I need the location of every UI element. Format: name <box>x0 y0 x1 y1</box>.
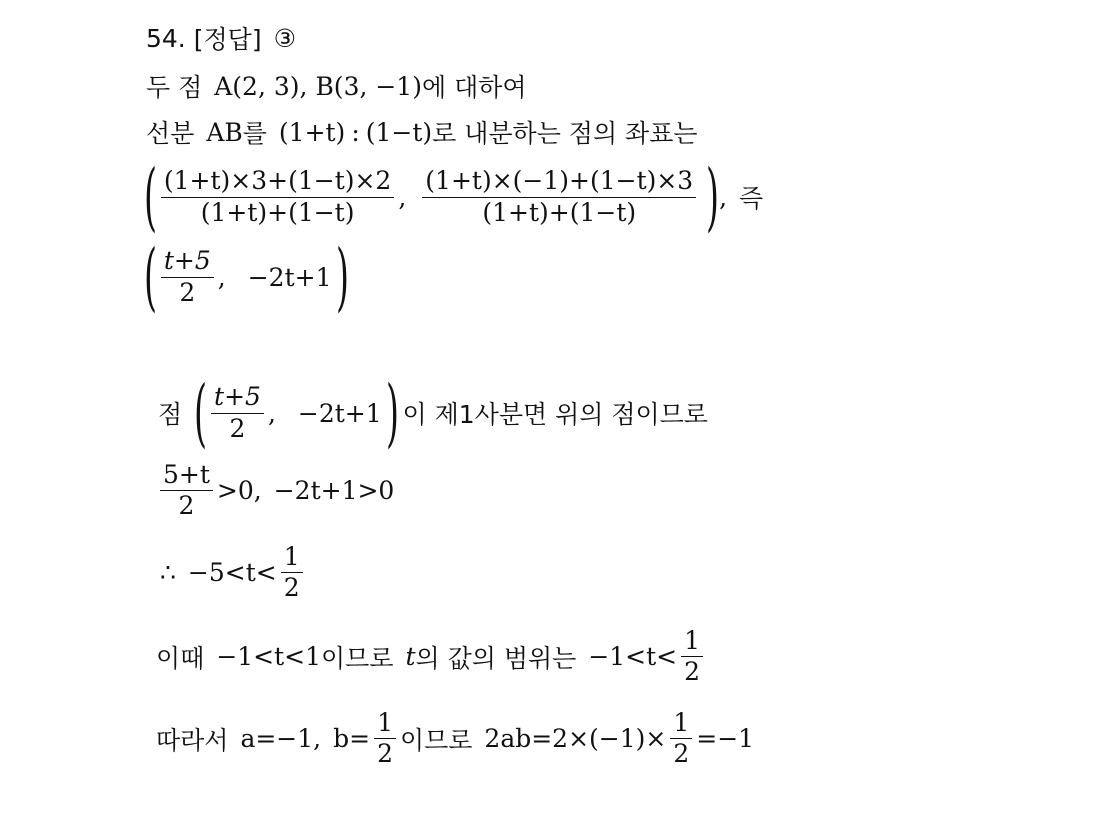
range-condition: −1<t<1 <box>216 642 322 672</box>
final-mid: 이므로 <box>399 725 473 755</box>
range-fraction <box>681 628 703 686</box>
point-word: 점 <box>158 400 183 429</box>
range-numerator: 1 <box>681 628 703 657</box>
therefore-fraction <box>281 544 303 602</box>
points-line: 두 점 A(2, 3) , B(3, −1) 에 대하여 <box>146 68 527 104</box>
segment-particle: 를 <box>242 119 267 148</box>
quadrant-x-fraction <box>211 384 264 442</box>
answer-label: [정답] <box>193 25 262 54</box>
y-denominator: (1+t)+(1−t) <box>482 197 637 227</box>
final-calc-denominator: 2 <box>673 739 690 769</box>
simple-x-denominator: 2 <box>179 277 196 307</box>
simple-x-numerator: t+5 <box>161 248 214 277</box>
range-intro: 이때 <box>156 643 205 673</box>
range-expression: −1<t< <box>588 642 678 672</box>
quadrant-text: 이 제1사분면 위의 점이므로 <box>402 400 708 429</box>
final-line <box>156 710 754 768</box>
final-a-value: a=−1, <box>240 724 322 754</box>
range-variable: t <box>405 642 416 672</box>
segment-outro: 로 내분하는 점의 좌표는 <box>432 119 698 148</box>
range-mid: 이므로 <box>321 643 394 673</box>
therefore-symbol: ∴ <box>160 558 176 588</box>
final-b-denominator: 2 <box>377 739 393 769</box>
namely-word: 즉 <box>739 184 764 213</box>
therefore-numerator: 1 <box>281 544 303 573</box>
answer-choice: ③ <box>273 23 296 53</box>
x-coordinate-fraction <box>161 168 394 226</box>
segment-name: AB <box>206 117 243 147</box>
y-coordinate-fraction <box>422 168 696 226</box>
inequality-first-rest: >0, <box>216 476 262 506</box>
therefore-denominator: 2 <box>283 573 300 603</box>
x-numerator: (1+t)×3+(1−t)×2 <box>161 168 394 197</box>
simple-y: −2t+1 <box>247 262 332 292</box>
quadrant-line: 점 ( $\frac{t+5}{2}$ , −2t+1 ) 이 제1사분면 위의 점이므로 <box>158 370 708 456</box>
ratio-first: (1+t) <box>278 117 346 147</box>
coordinate-formula: ( $\frac{(1+t)\times 3+(1-t)\times 2}{(1+t)+(1-t)}$ , $\frac{(1+t)\times(-1)+(1-t)\times 3}{(1+t)+(1-t)}$ ) , 즉 <box>143 154 764 240</box>
right-paren: ) <box>706 154 720 240</box>
final-b-label: b= <box>333 724 371 754</box>
range-line <box>156 628 707 686</box>
final-b-fraction <box>374 710 396 768</box>
final-result: =−1 <box>696 724 755 754</box>
points-outro: 에 대하여 <box>421 73 527 102</box>
final-b-numerator: 1 <box>374 710 396 739</box>
y-numerator: (1+t)×(−1)+(1−t)×3 <box>422 168 696 197</box>
inequality-fraction <box>160 462 213 520</box>
left-paren: ( <box>143 154 157 240</box>
simple-x-fraction <box>161 248 214 306</box>
ratio-second: (1−t) <box>365 117 433 147</box>
point-b: B(3, −1) <box>315 71 422 101</box>
therefore-line <box>160 544 307 602</box>
point-a: A(2, 3) <box>214 71 300 101</box>
segment-line <box>146 114 698 150</box>
inequality-denominator: 2 <box>178 491 195 521</box>
final-calculation: 2ab=2×(−1)× <box>484 724 667 754</box>
therefore-expression: −5<t< <box>187 558 277 588</box>
quadrant-x-numerator: t+5 <box>211 384 264 413</box>
final-calc-numerator: 1 <box>670 710 692 739</box>
segment-intro: 선분 <box>146 119 195 148</box>
ratio-colon: : <box>351 117 360 147</box>
range-text: 의 값의 범위는 <box>415 643 577 673</box>
final-intro: 따라서 <box>156 725 229 755</box>
x-denominator: (1+t)+(1−t) <box>200 197 355 227</box>
inequality-numerator: 5+t <box>160 462 213 491</box>
inequality-line <box>156 462 394 520</box>
quadrant-x-denominator: 2 <box>229 413 246 443</box>
inequality-second: −2t+1>0 <box>273 476 395 506</box>
final-calc-fraction <box>670 710 692 768</box>
quadrant-y: −2t+1 <box>297 398 382 428</box>
answer-header <box>146 20 296 56</box>
range-denominator: 2 <box>684 657 701 687</box>
points-intro: 두 점 <box>146 73 203 102</box>
question-number: 54. <box>146 23 186 53</box>
coordinate-simplified: ( $\frac{t+5}{2}$ , −2t+1 ) <box>143 234 349 320</box>
